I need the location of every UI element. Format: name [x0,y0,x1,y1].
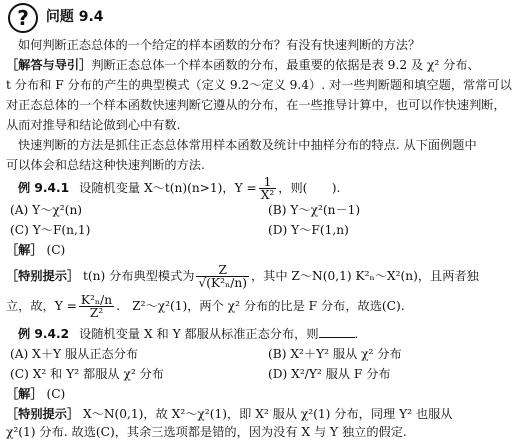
example-2-answer-value: (C) [46,387,66,401]
guide-tag: ［解答与导引］ [6,58,92,72]
question-mark-icon: ? [8,3,38,33]
example-2-option-c: (C) X² 和 Y² 都服从 χ² 分布 [10,367,164,381]
problem-header [8,2,524,33]
example-2-option-d: (D) X²/Y² 服从 F 分布 [268,367,391,381]
example-1-tip2-fraction [79,294,114,319]
example-1-option-a: (A) Y～χ²(n) [10,203,83,217]
example-2-tip-text-1: X～N(0,1)，故 X²～χ²(1)，即 X² 服从 χ²(1) 分布，同理 Y² 也服从 [83,407,453,421]
example-1-frac-num: 1 [259,176,277,189]
example-2-tip-line-2: χ²(1) 分布. 故选(C)，其余三选项都是错的，因为没有 X 与 Y 独立的假定. [6,425,407,439]
example-2-label: 例 9.4.2 [18,327,70,341]
guide-text-1: 判断正态总体一个样本函数的分布，最重要的依据是表 9.2 及 χ² 分布、 [91,58,480,72]
example-2-tip-tag: ［特别提示］ [6,407,80,421]
example-2-answer [6,384,524,404]
example-1-answer [6,240,524,260]
guide-line-6: 可以体会和总结这种快速判断的方法. [6,158,205,172]
example-1-tip-frac-num: Z [196,264,249,277]
example-2-answer-tag: ［解］ [6,387,43,401]
guide-line-4: 从而对推导和结论做到心中有数. [6,118,181,132]
guide-line-1 [6,55,524,75]
example-2-stem-end: . [354,327,359,341]
example-1-stem-a: 设随机变量 X～t(n)(n>1)，Y = [79,181,257,195]
example-1-tip-tag: ［特别提示］ [6,269,80,283]
example-2-tip-line-1 [6,404,524,424]
example-1-tip-frac-den: √(K²ₙ/n) [198,276,247,290]
example-2-option-a: (A) X＋Y 服从正态分布 [10,347,139,361]
example-2-option-b: (B) X²＋Y² 服从 χ² 分布 [268,347,402,361]
example-1-tip-line-1 [6,262,524,290]
example-1-answer-value: (C) [46,243,66,257]
example-1-tip-fraction [196,264,249,289]
guide-line-2: t 分布和 F 分布的产生的典型模式（定义 9.2～定义 9.4）. 对一些判断题和填空题，常常可以 [6,78,512,92]
example-1-stem-b: ，则( ). [278,181,341,195]
example-1-fraction [259,176,277,201]
example-1-tip2-b: . Z²～χ²(1)，两个 χ² 分布的比是 F 分布，故选(C). [116,299,405,313]
example-1-tip2-frac-den: Z² [89,306,104,320]
guide-line-3: 对正态总体的一个样本函数快速判断它遵从的分布，在一些推导计算中，也可以作快速判断， [6,98,506,112]
problem-title: 问题 9.4 [45,9,104,25]
example-1-tip-a: t(n) 分布典型模式为 [83,269,195,283]
answer-blank [319,326,355,338]
example-1-option-b: (B) Y～χ²(n－1) [268,203,361,217]
example-2-stem [18,324,524,344]
example-1-tip-b: ，其中 Z～N(0,1) K²ₙ～X²(n)，且两者独 [250,269,479,283]
example-1-tip2-frac-num: K²ₙ/n [80,293,113,307]
example-2-stem-text: 设随机变量 X 和 Y 都服从标准正态分布，则 [79,327,319,341]
example-1-label: 例 9.4.1 [18,181,70,195]
example-1-stem [18,176,524,201]
example-1-frac-den: X² [260,188,275,202]
guide-line-5: 快速判断的方法是抓住正态总体常用样本函数及统计中抽样分布的特点. 从下面例题中 [18,138,477,152]
question-text: 如何判断正态总体的一个给定的样本函数的分布？有没有快速判断的方法？ [18,38,421,52]
example-1-tip2-a: 立，故，Y = [6,299,77,313]
example-1-tip-line-2 [6,292,524,320]
example-1-answer-tag: ［解］ [6,243,43,257]
example-1-option-d: (D) Y～F(1,n) [268,223,349,237]
example-1-option-c: (C) Y～F(n,1) [10,223,91,237]
